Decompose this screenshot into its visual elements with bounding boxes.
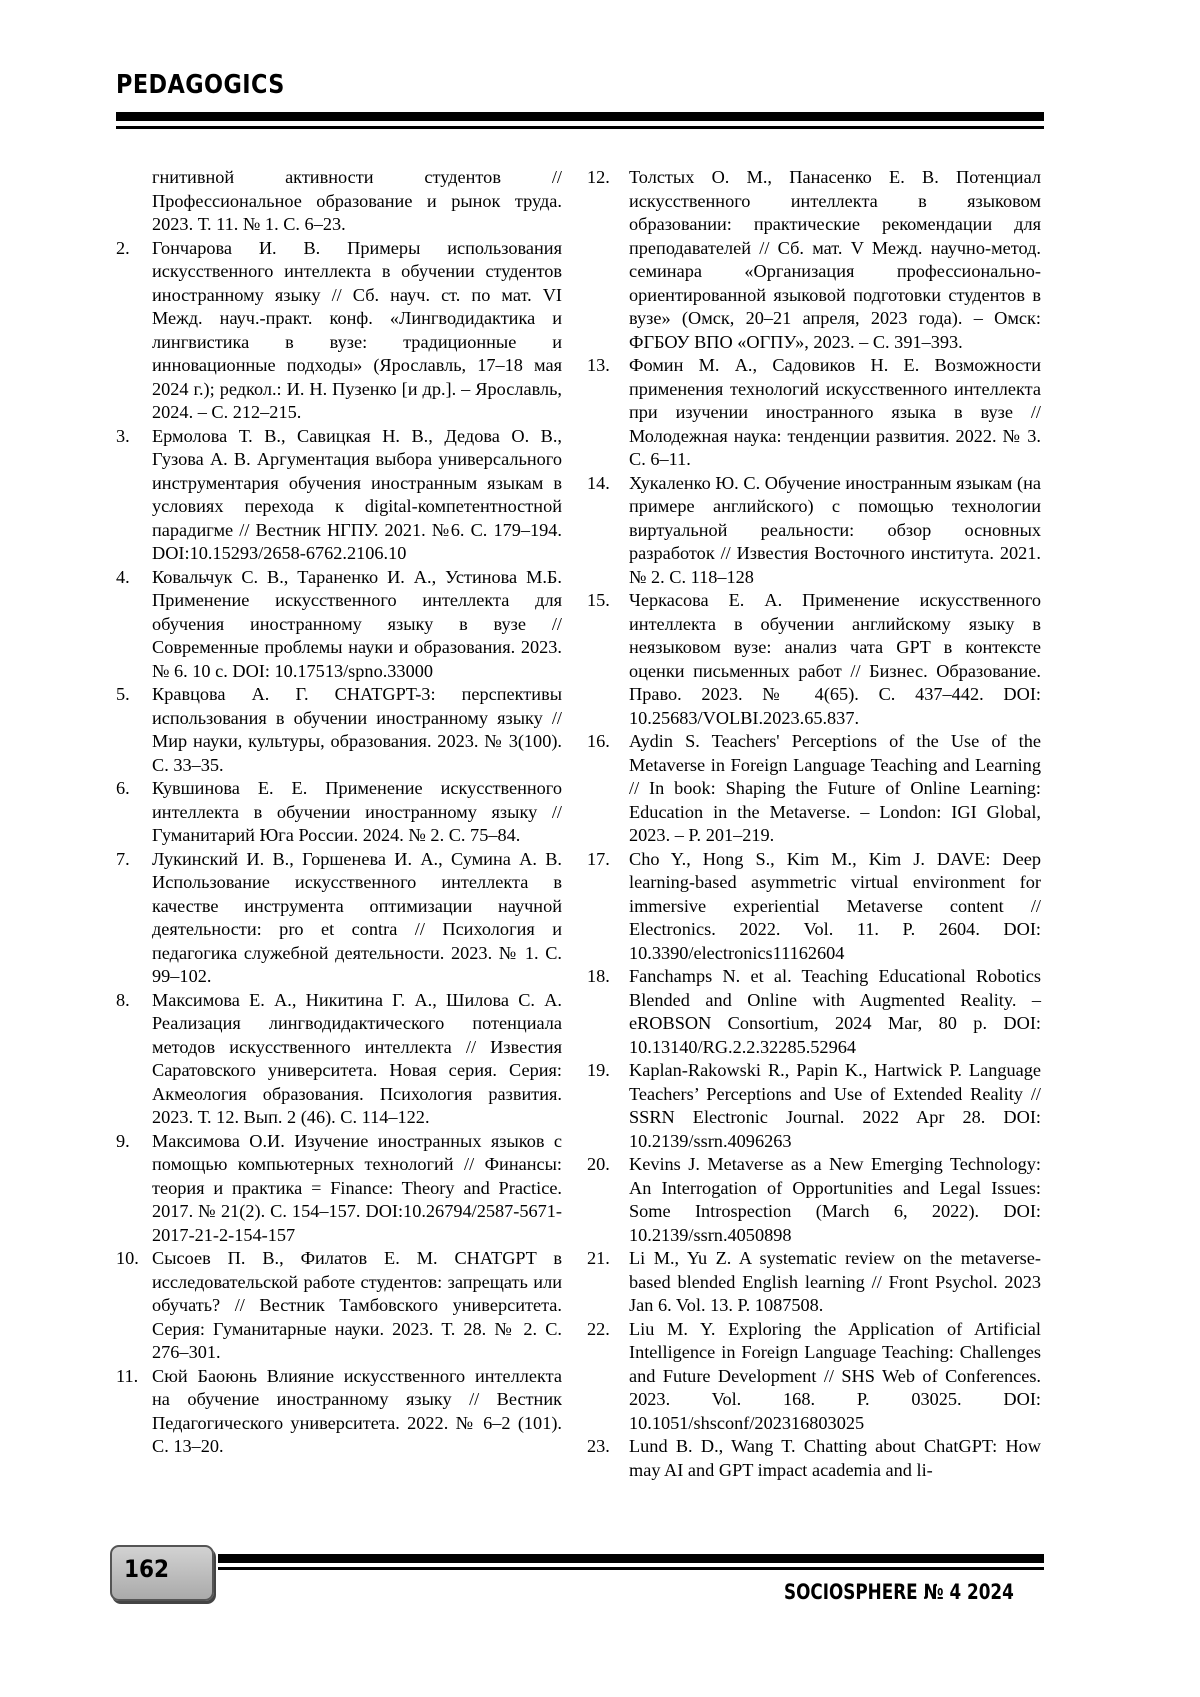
reference-item bbox=[589, 730, 1041, 848]
reference-number: 20. bbox=[587, 1154, 610, 1174]
reference-number: 7. bbox=[116, 848, 130, 869]
reference-text: Lund B. D., Wang T. Chatting about ChatGPT: How may AI and GPT impact academia and li- bbox=[629, 1436, 1041, 1480]
reference-item bbox=[589, 354, 1041, 472]
reference-text: Максимова О.И. Изучение иностранных языков с помощью компьютерных технологий // Финансы: теория и практика = Finance: Theory and Practice. 2017. № 21(2). С. 154–157. DOI:10.26794/2587-5671-2017-21-2-154-157 bbox=[152, 1130, 562, 1245]
reference-number: 22. bbox=[587, 1318, 610, 1339]
reference-number: 21. bbox=[587, 1248, 610, 1268]
footer-rule-thick bbox=[218, 1554, 1044, 1563]
reference-text: Сюй Баоюнь Влияние искусственного интеллекта на обучение иностранному языку // Вестник Педагогического университета. 2022. № 6–2 (101). С. 13–20. bbox=[152, 1365, 562, 1456]
reference-text: Li M., Yu Z. A systematic review on the metaverse-based blended English learning // Front Psychol. 2023 Jan 6. Vol. 13. P. 1087508. bbox=[629, 1248, 1041, 1315]
reference-item bbox=[589, 1153, 1041, 1247]
reference-item bbox=[116, 848, 562, 989]
reference-item bbox=[116, 1130, 562, 1248]
reference-text: Сысоев П. В., Филатов Е. М. CHATGPT в исследовательской работе студентов: запрещать или обучать? // Вестник Тамбовского университета. Серия: Гуманитарные науки. 2023. Т. 28. № 2. С. 276–301. bbox=[152, 1248, 562, 1362]
reference-item bbox=[589, 1318, 1041, 1436]
reference-number: 4. bbox=[116, 566, 130, 587]
reference-text: Лукинский И. В., Горшенева И. А., Сумина А. В. Использование искусственного интеллекта в качестве инструмента оптимизации научной деятельности: pro et contra // Психология и педагогика служебной деятельности. 2023. № 1. С. 99–102. bbox=[152, 848, 562, 986]
reference-number: 11. bbox=[116, 1365, 139, 1386]
reference-item bbox=[589, 472, 1041, 590]
reference-text: Максимова Е. А., Никитина Г. А., Шилова С. А. Реализация лингводидактического потенциала методов искусственного интеллекта // Известия Саратовского университета. Новая серия. Серия: Акмеология образования. Психология развития. 2023. Т. 12. Вып. 2 (46). С. 114–122. bbox=[152, 989, 562, 1127]
journal-issue: SOCIOSPHERE № 4 2024 bbox=[784, 1580, 1014, 1604]
reference-item bbox=[589, 1247, 1041, 1318]
reference-number: 14. bbox=[587, 472, 610, 493]
reference-item bbox=[116, 1365, 562, 1459]
reference-text: Kaplan-Rakowski R., Papin K., Hartwick P. Language Teachers’ Perceptions and Use of Extended Reality // SSRN Electronic Journal. 2022 Apr 28. DOI: 10.2139/ssrn.4096263 bbox=[629, 1060, 1041, 1151]
reference-number: 8. bbox=[116, 989, 130, 1010]
reference-item bbox=[116, 777, 562, 848]
reference-item bbox=[589, 166, 1041, 354]
reference-continuation: гнитивной активности студентов // Профессиональное образование и рынок труда. 2023. Т. 11. № 1. С. 6–23. bbox=[152, 167, 562, 234]
reference-item bbox=[589, 848, 1041, 966]
page-number: 162 bbox=[124, 1555, 170, 1583]
reference-item bbox=[116, 237, 562, 425]
right-column bbox=[589, 166, 1041, 1482]
reference-text: Хукаленко Ю. С. Обучение иностранным языкам (на примере английского) с помощью технологии виртуальной реальности: обзор основных разработок // Известия Восточного института. 2021. № 2. С. 118–128 bbox=[629, 472, 1041, 587]
reference-item bbox=[589, 965, 1041, 1059]
reference-item bbox=[589, 1435, 1041, 1482]
reference-number: 19. bbox=[587, 1060, 610, 1080]
reference-number: 16. bbox=[587, 731, 610, 751]
footer-rule-thin bbox=[218, 1567, 1044, 1570]
reference-list-left bbox=[116, 237, 562, 1459]
reference-list-right bbox=[589, 166, 1041, 1482]
reference-number: 23. bbox=[587, 1436, 610, 1456]
reference-text: Kevins J. Metaverse as a New Emerging Technology: An Interrogation of Opportunities and Legal Issues: Some Introspection (March 6, 2022). DOI: 10.2139/ssrn.4050898 bbox=[629, 1154, 1041, 1245]
reference-text: Фомин М. А., Садовиков Н. Е. Возможности применения технологий искусственного интеллекта при изучении иностранного языка в вузе // Молодежная наука: тенденции развития. 2022. № 3. С. 6–11. bbox=[629, 355, 1041, 469]
reference-text: Черкасова Е. А. Применение искусственного интеллекта в обучении английскому языку в неязыковом вузе: анализ чата GPT в контексте оценки письменных работ // Бизнес. Образование. Право. 2023. № 4(65). С. 437–442. DOI: 10.25683/VOLBI.2023.65.837. bbox=[629, 590, 1041, 728]
reference-item bbox=[116, 1247, 562, 1365]
reference-item bbox=[116, 989, 562, 1130]
reference-item bbox=[116, 425, 562, 566]
reference-item bbox=[116, 683, 562, 777]
reference-number: 12. bbox=[587, 167, 610, 187]
reference-text: Кувшинова Е. Е. Применение искусственного интеллекта в обучении иностранному языку // Гуманитарий Юга России. 2024. № 2. С. 75–84. bbox=[152, 778, 562, 845]
reference-text: Aydin S. Teachers' Perceptions of the Use of the Metaverse in Foreign Language Teaching and Learning // In book: Shaping the Future of Online Learning: Education in the Metaverse. – London: IGI Global, 2023. – P. 201–219. bbox=[629, 731, 1041, 845]
reference-item bbox=[116, 566, 562, 684]
reference-text: Cho Y., Hong S., Kim M., Kim J. DAVE: Deep learning-based asymmetric virtual environment for immersive experiential Metaverse content // Electronics. 2022. Vol. 11. P. 2604. DOI: 10.3390/electronics11162604 bbox=[629, 848, 1041, 963]
reference-text: Fanchamps N. et al. Teaching Educational Robotics Blended and Online with Augmented Reality. – eROBSON Consortium, 2024 Mar, 80 p. DOI: 10.13140/RG.2.2.32285.52964 bbox=[629, 966, 1041, 1057]
reference-text: Ковальчук С. В., Тараненко И. А., Устинова М.Б. Применение искусственного интеллекта для обучения иностранному языку в вузе // Современные проблемы науки и образования. 2023. № 6. 10 с. DOI: 10.17513/spno.33000 bbox=[152, 566, 562, 681]
reference-number: 6. bbox=[116, 778, 130, 798]
reference-number: 10. bbox=[116, 1248, 139, 1268]
reference-number: 18. bbox=[587, 966, 610, 986]
reference-number: 13. bbox=[587, 355, 610, 375]
section-title: PEDAGOGICS bbox=[116, 70, 285, 100]
reference-number: 15. bbox=[587, 590, 610, 610]
reference-item bbox=[589, 1059, 1041, 1153]
left-column bbox=[116, 166, 562, 1459]
reference-text: Кравцова А. Г. CHATGPT-3: перспективы использования в обучении иностранному языку // Мир науки, культуры, образования. 2023. № 3(100). С. 33–35. bbox=[152, 684, 562, 775]
reference-number: 3. bbox=[116, 425, 130, 446]
reference-item bbox=[589, 589, 1041, 730]
reference-text: Толстых О. М., Панасенко Е. В. Потенциал искусственного интеллекта в языковом образовании: практические рекомендации для преподавателей // Сб. мат. V Межд. научно-метод. семинара «Организация профессионально-ориентированной языковой подготовки студентов в вузе» (Омск, 20–21 апреля, 2023 года). – Омск: ФГБОУ ВПО «ОГПУ», 2023. – С. 391–393. bbox=[629, 167, 1041, 352]
reference-text: Гончарова И. В. Примеры использования искусственного интеллекта в обучении студентов иностранному языку // Сб. науч. ст. по мат. VI Межд. науч.-практ. конф. «Лингводидактика и лингвистика в вузе: традиционные и инновационные подходы» (Ярославль, 17–18 мая 2024 г.); редкол.: И. Н. Пузенко [и др.]. – Ярославль, 2024. – С. 212–215. bbox=[152, 237, 562, 422]
reference-number: 9. bbox=[116, 1130, 130, 1151]
reference-number: 5. bbox=[116, 684, 130, 704]
reference-text: Ермолова Т. В., Савицкая Н. В., Дедова О. В., Гузова А. В. Аргументация выбора универсального инструментария обучения иностранным языкам в условиях перехода к digital-компетентностной парадигме // Вестник НГПУ. 2021. №6. С. 179–194. DOI:10.15293/2658-6762.2106.10 bbox=[152, 425, 562, 563]
header-rule-thin bbox=[116, 126, 1044, 129]
reference-number: 2. bbox=[116, 237, 130, 258]
header-rule-thick bbox=[116, 112, 1044, 121]
reference-number: 17. bbox=[587, 848, 610, 869]
reference-text: Liu M. Y. Exploring the Application of Artificial Intelligence in Foreign Language Teaching: Challenges and Future Development // SHS Web of Conferences. 2023. Vol. 168. P. 03025. DOI: 10.1051/shsconf/202316803025 bbox=[629, 1318, 1041, 1433]
